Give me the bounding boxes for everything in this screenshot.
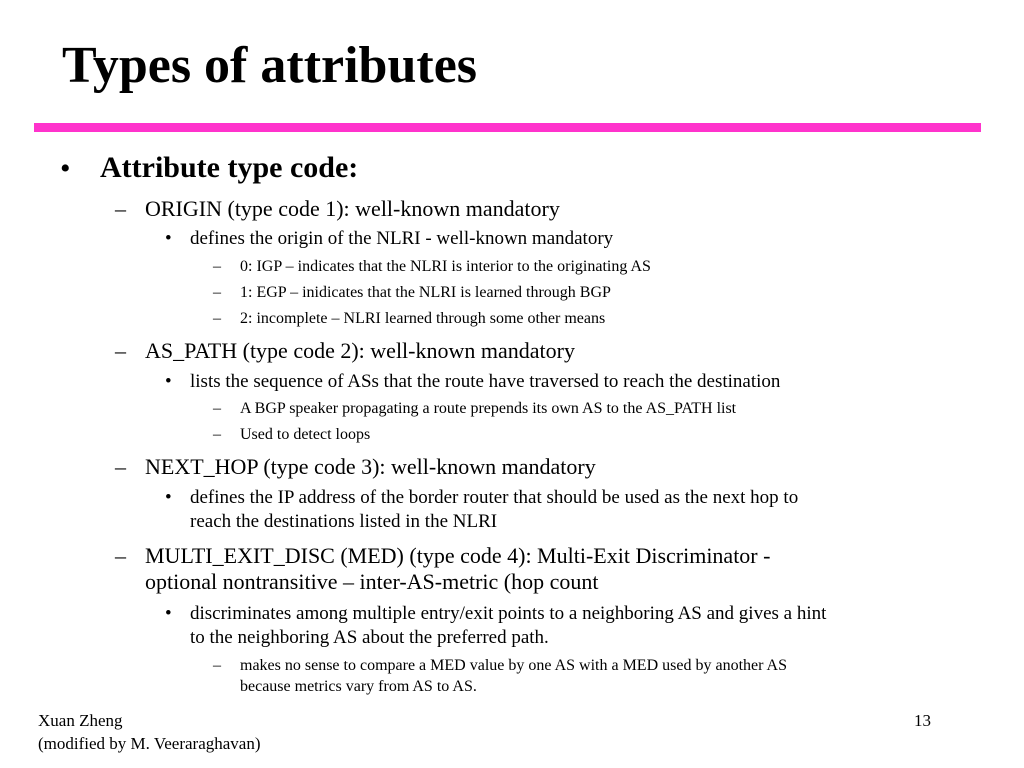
- med-detail-line2: because metrics vary from AS to AS.: [240, 678, 477, 695]
- attribute-type-code-heading: Attribute type code:: [100, 151, 359, 184]
- dash-marker: –: [213, 426, 221, 443]
- dash-marker: –: [213, 258, 221, 275]
- origin-desc: defines the origin of the NLRI - well-known mandatory: [190, 228, 614, 249]
- footer-author: Xuan Zheng: [38, 711, 123, 730]
- as-path-detail: A BGP speaker propagating a route prepends its own AS to the AS_PATH list: [240, 400, 737, 417]
- dash-marker: –: [213, 310, 221, 327]
- dash-marker: –: [213, 284, 221, 301]
- next-hop-label: NEXT_HOP (type code 3): well-known mandatory: [145, 454, 596, 479]
- as-path-label: AS_PATH (type code 2): well-known mandatory: [145, 338, 575, 363]
- origin-value: 0: IGP – indicates that the NLRI is interior to the originating AS: [240, 258, 651, 275]
- next-hop-desc-line2: reach the destinations listed in the NLRI: [190, 511, 498, 532]
- med-desc-line1: discriminates among multiple entry/exit points to a neighboring AS and gives a hint: [190, 603, 827, 624]
- origin-value: 2: incomplete – NLRI learned through some other means: [240, 310, 606, 327]
- med-detail-line1: makes no sense to compare a MED value by one AS with a MED used by another AS: [240, 657, 788, 674]
- as-path-desc: lists the sequence of ASs that the route have traversed to reach the destination: [190, 371, 781, 392]
- dash-marker: –: [115, 454, 126, 479]
- med-desc-line2: to the neighboring AS about the preferred path.: [190, 627, 549, 648]
- origin-value: 1: EGP – inidicates that the NLRI is learned through BGP: [240, 284, 611, 301]
- dash-marker: –: [115, 543, 126, 568]
- as-path-detail: Used to detect loops: [240, 426, 371, 443]
- bullet-marker: •: [165, 228, 172, 249]
- bullet-marker: •: [165, 371, 172, 392]
- bullet-marker: •: [165, 603, 172, 624]
- dash-marker: –: [115, 338, 126, 363]
- dash-marker: –: [213, 657, 221, 674]
- page-number: 13: [914, 711, 931, 730]
- title-rule: [34, 123, 981, 132]
- dash-marker: –: [213, 400, 221, 417]
- bullet-marker: •: [60, 152, 71, 185]
- footer-modified: (modified by M. Veeraraghavan): [38, 734, 261, 753]
- next-hop-desc-line1: defines the IP address of the border router that should be used as the next hop to: [190, 487, 799, 508]
- origin-label: ORIGIN (type code 1): well-known mandatory: [145, 196, 560, 221]
- dash-marker: –: [115, 196, 126, 221]
- slide-title: Types of attributes: [62, 37, 478, 94]
- med-label-line2: optional nontransitive – inter-AS-metric (hop count: [145, 569, 599, 594]
- bullet-marker: •: [165, 487, 172, 508]
- med-label-line1: MULTI_EXIT_DISC (MED) (type code 4): Multi-Exit Discriminator -: [145, 543, 771, 568]
